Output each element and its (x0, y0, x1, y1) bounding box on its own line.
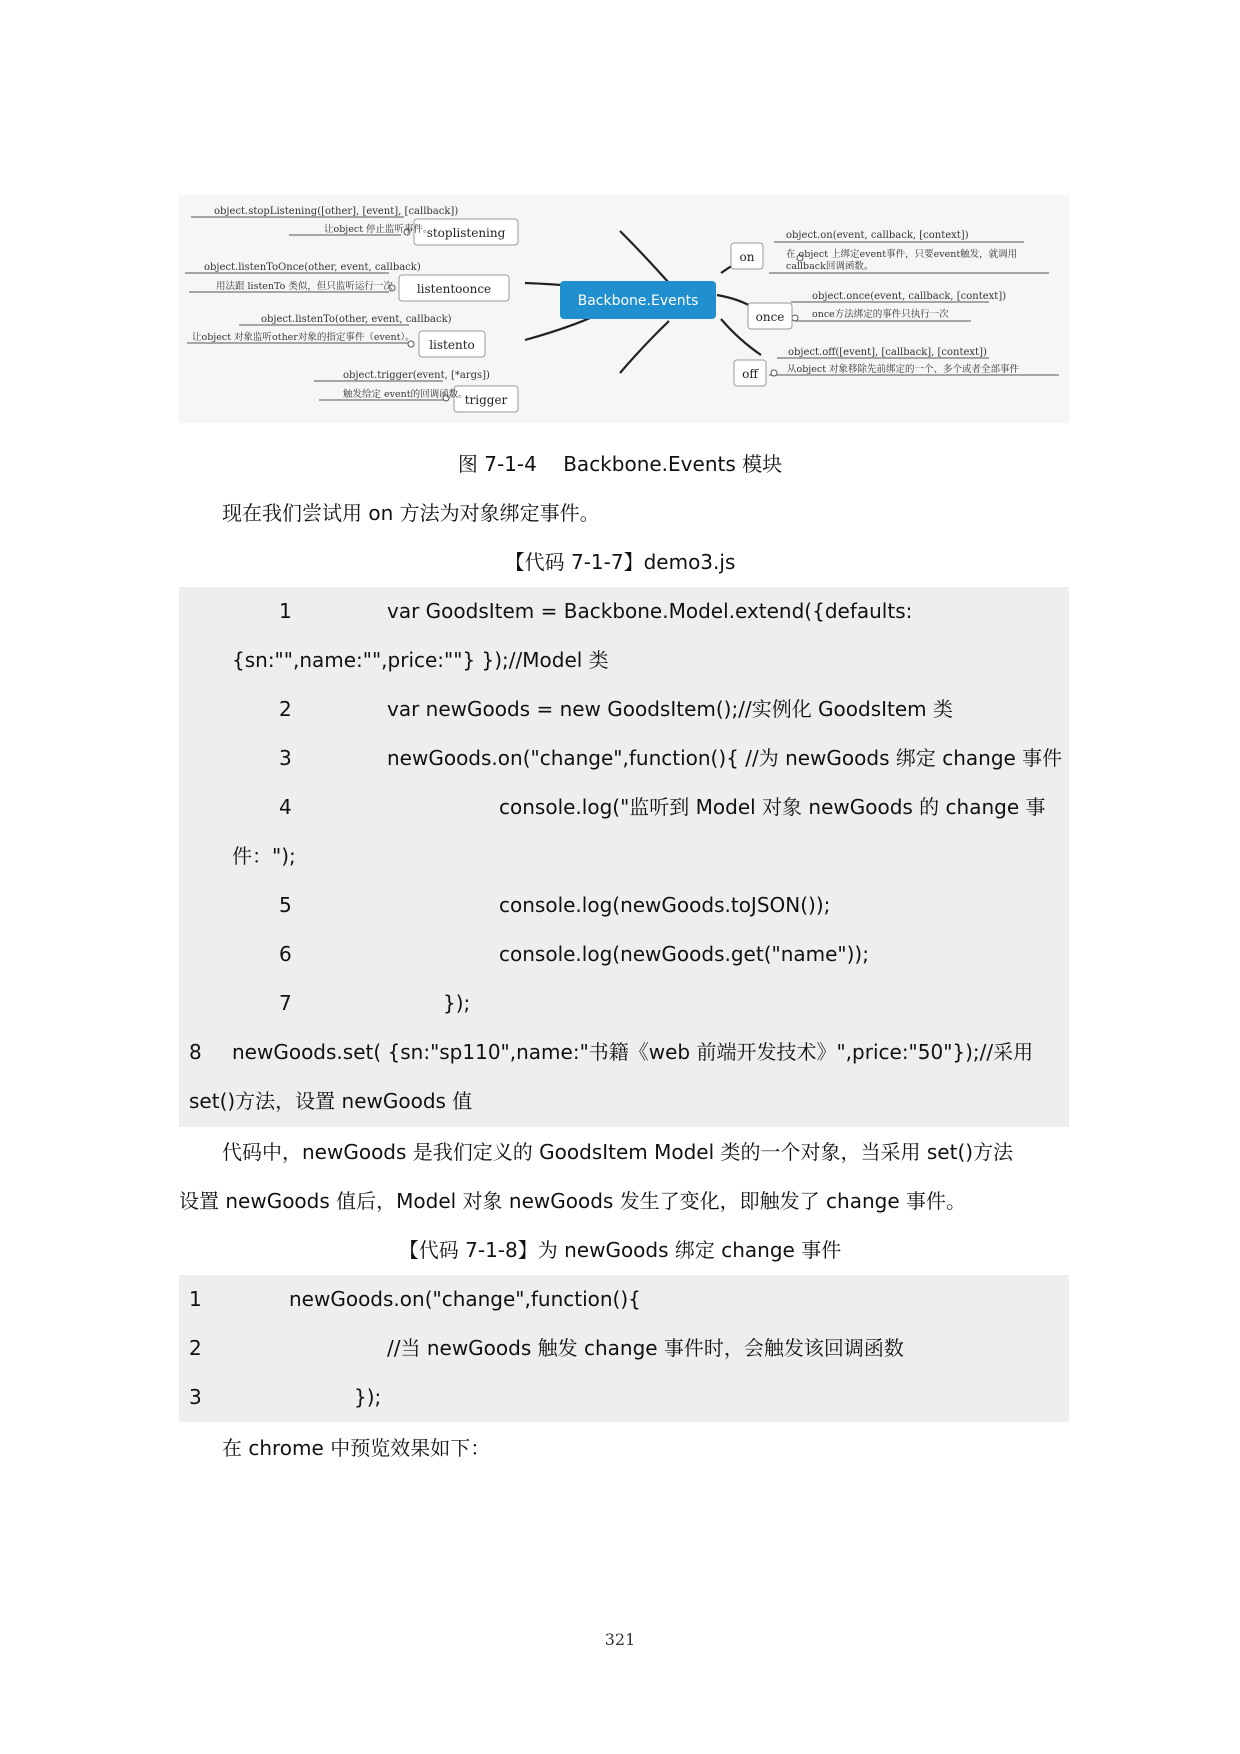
code-block-change-event (179, 1275, 1069, 1422)
line-code: {sn:"",name:"",price:""} });//Model 类 (232, 648, 609, 672)
paragraph: 代码中，newGoods 是我们定义的 GoodsItem Model 类的一个对象，当采用 set()方法 (222, 1140, 1014, 1164)
mindmap-root-label: Backbone.Events (577, 293, 699, 309)
line-code: set()方法，设置 newGoods 值 (189, 1089, 473, 1113)
line-code: console.log(newGoods.toJSON()); (499, 893, 831, 917)
code-title: 【代码 7-1-7】demo3.js (504, 550, 736, 574)
line-number: 2 (189, 1336, 202, 1360)
mindmap-node-label: on (739, 250, 755, 264)
line-code: //当 newGoods 触发 change 事件时，会触发该回调函数 (387, 1336, 904, 1360)
page-number: 321 (604, 1630, 636, 1649)
mindmap-node-label: stoplistening (426, 226, 506, 240)
mindmap-description: 用法跟 listenTo 类似，但只监听运行一次 (216, 281, 393, 292)
line-number: 5 (279, 893, 292, 917)
line-number: 1 (279, 599, 292, 623)
mindmap-figure (179, 195, 1069, 423)
line-code: var GoodsItem = Backbone.Model.extend({defaults: (387, 599, 913, 623)
mindmap-signature: object.listenToOnce(other, event, callback) (204, 262, 421, 273)
line-code: newGoods.on("change",function(){ (289, 1287, 641, 1311)
mindmap-description: once方法绑定的事件只执行一次 (812, 309, 949, 320)
mindmap-signature: object.stopListening([other], [event], [callback]) (214, 206, 459, 217)
mindmap-node-label: listentoonce (416, 282, 492, 296)
line-number: 7 (279, 991, 292, 1015)
line-code: 件："); (232, 844, 296, 868)
code-block-demo3 (179, 587, 1069, 1127)
line-code: }); (443, 991, 471, 1015)
mindmap-description: 让object 对象监听other对象的指定事件（event）。 (192, 332, 415, 343)
mindmap-signature: object.off([event], [callback], [context]) (788, 347, 987, 358)
line-code: newGoods.set( {sn:"sp110",name:"书籍《web 前端开发技术》",price:"50"});//采用 (232, 1040, 1034, 1064)
line-number: 3 (279, 746, 292, 770)
mindmap-signature: object.on(event, callback, [context]) (786, 230, 969, 241)
mindmap-description: 在 object 上绑定event事件，只要event触发，就调用 (786, 249, 1018, 260)
paragraph: 在 chrome 中预览效果如下： (222, 1436, 491, 1460)
mindmap-description: 触发给定 event的回调函数。 (343, 389, 468, 400)
mindmap-signature: object.listenTo(other, event, callback) (261, 314, 452, 325)
mindmap-node-label: off (742, 367, 758, 381)
line-code: console.log(newGoods.get("name")); (499, 942, 869, 966)
mindmap-signature: object.trigger(event, [*args]) (343, 370, 490, 381)
line-number: 4 (279, 795, 292, 819)
line-code: newGoods.on("change",function(){ //为 newGoods 绑定 change 事件 (387, 746, 1063, 770)
paragraph: 现在我们尝试用 on 方法为对象绑定事件。 (222, 501, 600, 525)
line-code: var newGoods = new GoodsItem();//实例化 GoodsItem 类 (387, 697, 954, 721)
mindmap-node-label: trigger (464, 393, 508, 407)
line-number: 2 (279, 697, 292, 721)
mindmap-description-cont: callback回调函数。 (786, 261, 874, 272)
mindmap-node-label: listento (429, 338, 475, 352)
mindmap-description: 让object 停止监听事件。 (324, 224, 433, 235)
line-code: console.log("监听到 Model 对象 newGoods 的 change 事 (499, 795, 1046, 819)
line-code: }); (354, 1385, 382, 1409)
mindmap-signature: object.once(event, callback, [context]) (812, 291, 1007, 302)
line-number: 3 (189, 1385, 202, 1409)
mindmap-description: 从object 对象移除先前绑定的一个、多个或者全部事件 (787, 364, 1020, 375)
paragraph: 设置 newGoods 值后，Model 对象 newGoods 发生了变化，即触发了 change 事件。 (179, 1189, 967, 1213)
line-number: 6 (279, 942, 292, 966)
mindmap-node-label: once (755, 310, 785, 324)
figure-caption: 图 7-1-4 Backbone.Events 模块 (457, 452, 783, 476)
code-title: 【代码 7-1-8】为 newGoods 绑定 change 事件 (398, 1238, 842, 1262)
mindmap-diagram (179, 195, 1069, 423)
line-number: 1 (189, 1287, 202, 1311)
line-number: 8 (189, 1040, 202, 1064)
